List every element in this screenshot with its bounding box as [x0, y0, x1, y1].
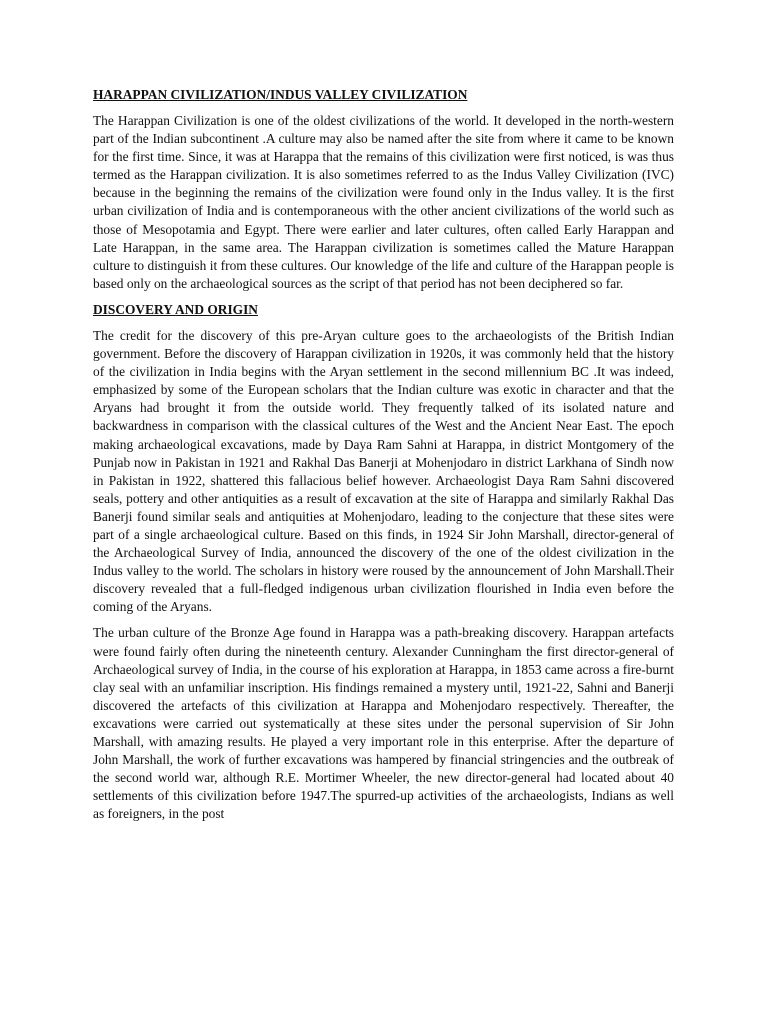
document-title: HARAPPAN CIVILIZATION/INDUS VALLEY CIVILIZATION: [93, 87, 468, 102]
discovery-paragraph-1: The credit for the discovery of this pre-Aryan culture goes to the archaeologists of the British Indian government. Before the discovery of Harappan civilization in 1920s, it was commonly held that the history of the civilization in India begins with the Aryan settlement in the second millennium BC .It was indeed, emphasized by some of the European scholars that the Indian culture was exotic in character and that the Aryans had brought it from the outside world. They frequently talked of its isolated nature and backwardness in comparison with the classical cultures of the West and the Ancient Near East. The epoch making archaeological excavations, made by Daya Ram Sahni at Harappa, in district Montgomery of the Punjab now in Pakistan in 1921 and Rakhal Das Banerji at Mohenjodaro in district Larkhana of Sindh now in Pakistan in 1922, shattered this fallacious belief however. Archaeologist Daya Ram Sahni discovered seals, pottery and other antiquities as a result of excavation at the site of Harappa and similarly Rakhal Das Banerji found similar seals and antiquities at Mohenjodaro, leading to the conjecture that these sites were part of a single archaeological culture. Based on this finds, in 1924 Sir John Marshall, director-general of the Archaeological Survey of India, announced the discovery of the one of the oldest civilization in the Indus valley to the world. The scholars in history were roused by the announcement of John Marshall.Their discovery revealed that a full-fledged indigenous urban civilization flourished in India even before the coming of the Aryans.: [93, 327, 674, 615]
section-heading-discovery: DISCOVERY AND ORIGIN: [93, 301, 258, 317]
document-page: [93, 86, 674, 831]
discovery-paragraph-2: The urban culture of the Bronze Age found in Harappa was a path-breaking discovery. Harappan artefacts were found fairly often during the nineteenth century. Alexander Cunningham the first director-general of Archaeological survey of India, in the course of his exploration at Harappa, in 1853 came across a fire-burnt clay seal with an unfamiliar inscription. His findings remained a mystery until, 1921-22, Sahni and Banerji discovered the artefacts of this civilization at Harappa and Mohenjodaro respectively. Thereafter, the excavations were carried out systematically at these sites under the personal supervision of Sir John Marshall, with amazing results. He played a very important role in this enterprise. After the departure of John Marshall, the work of further excavations was hampered by financial stringencies and the outbreak of the second world war, although R.E. Mortimer Wheeler, the new director-general had located about 40 settlements of this civilization before 1947.The spurred-up activities of the archaeologists, Indians as well as foreigners, in the post: [93, 625, 674, 822]
intro-paragraph: The Harappan Civilization is one of the oldest civilizations of the world. It developed in the north-western part of the Indian subcontinent .A culture may also be named after the site from where it came to be known for the first time. Since, it was at Harappa that the remains of this civilization were first noticed, is was thus termed as the Harappan civilization. It is also sometimes referred to as the Indus Valley Civilization (IVC) because in the beginning the remains of the civilization were found only in the Indus valley. It is the first urban civilization of India and is contemporaneous with the other ancient civilizations of the world such as those of Mesopotamia and Egypt. There were earlier and later cultures, often called Early Harappan and Late Harappan, in the same area. The Harappan civilization is sometimes called the Mature Harappan culture to distinguish it from these cultures. Our knowledge of the life and culture of the Harappan people is based only on the archaeological sources as the script of that period has not been deciphered so far.: [93, 113, 674, 291]
